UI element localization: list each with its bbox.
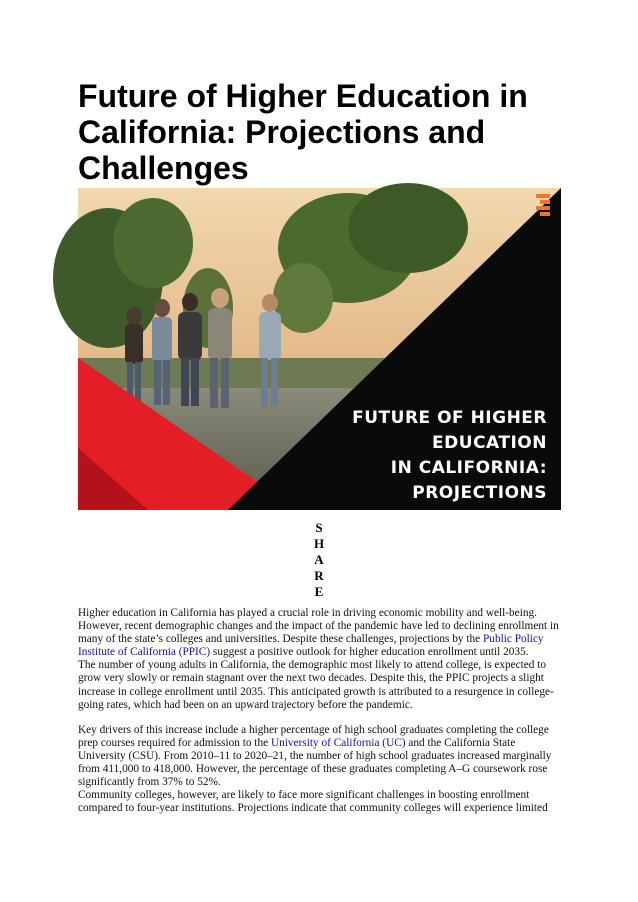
paragraph: [78, 607, 562, 659]
paragraph-text: Higher education in California has played a crucial role in driving economic mobility and well-being. However, recent demographic changes and the impact of the pandemic have led to declining enrollment in many of the state’s colleges and universities. Despite these challenges, projections by the: [78, 607, 559, 646]
hero-caption: [287, 406, 547, 531]
paragraph: [78, 724, 562, 789]
paragraph-text: Key drivers of this increase include a higher percentage of high school graduates completing the college prep courses required for admission to the: [78, 723, 549, 749]
paragraph: Community colleges, however, are likely to face more significant challenges in boosting enrollment compared to four-year institutions. Projections indicate that community colleges will experience limited: [78, 789, 548, 815]
share-letter: A: [314, 552, 324, 567]
share-letter: H: [313, 536, 325, 551]
hero-caption-line: FUTURE OF HIGHER EDUCATION: [352, 408, 547, 453]
share-letter: R: [314, 568, 324, 583]
share-letter: S: [315, 520, 323, 535]
paragraph-text: and the California State University (CSU). From 2010–11 to 2020–21, the number of high school graduates increased marginally from 411,000 to 418,000. However, the percentage of these graduates completing A–G coursework rose significantly from 37% to 52%.: [78, 736, 552, 789]
article-body: [78, 607, 562, 815]
hero-caption-line: AND CHALLENGES: [367, 508, 547, 528]
paragraph-text: suggest a positive outlook for higher education enrollment until 2035.: [210, 646, 529, 659]
page-title: Future of Higher Education in California: Projections and Challenges: [78, 78, 528, 186]
hero-caption-line: IN CALIFORNIA: PROJECTIONS: [390, 458, 547, 503]
share-letter: E: [314, 584, 324, 599]
share-button[interactable]: [312, 520, 326, 600]
uc-link[interactable]: University of California (UC): [270, 736, 406, 749]
ppic-link[interactable]: Public Policy Institute of California (PPIC): [78, 633, 544, 659]
hero-banner-image: [78, 188, 561, 528]
paragraph: The number of young adults in California, the demographic most likely to attend college, is expected to grow very slowly or remain stagnant over the next two decades. Despite this, the PPIC projects a slight increase in college enrollment until 2035. This anticipated growth is attributed to a resurgence in college-going rates, which had been on an upward trajectory before the pandemic.: [78, 659, 554, 711]
